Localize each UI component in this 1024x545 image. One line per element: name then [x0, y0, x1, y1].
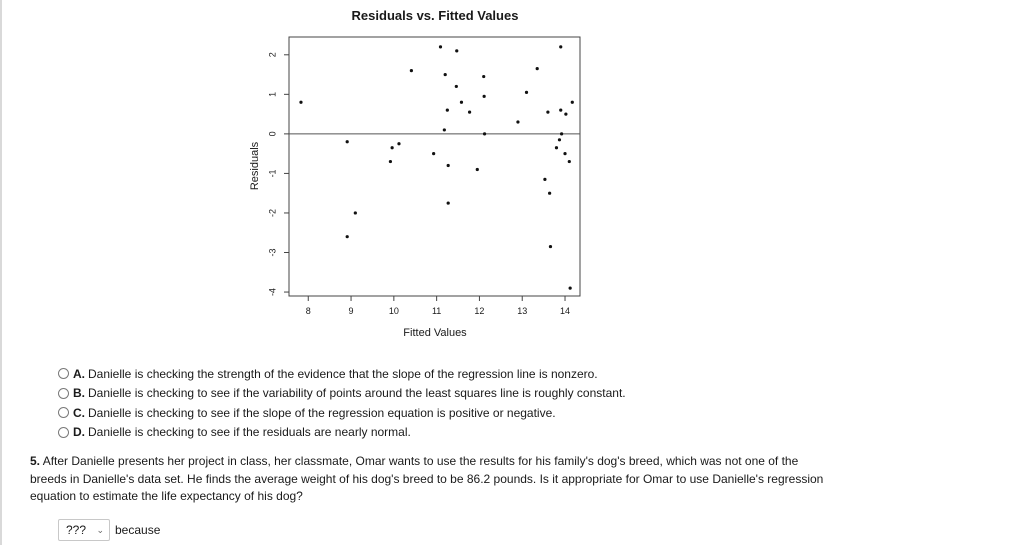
data-point	[443, 128, 446, 131]
x-tick-label: 11	[431, 306, 442, 316]
plot-frame	[289, 37, 580, 296]
option-letter: A.	[73, 366, 85, 381]
data-point	[460, 101, 463, 104]
data-point	[482, 75, 485, 78]
data-point	[354, 211, 357, 214]
option-letter: B.	[73, 386, 85, 401]
radio-button-c[interactable]	[58, 407, 69, 418]
data-point	[346, 140, 349, 143]
y-tick-label: 0	[267, 131, 278, 137]
radio-button-a[interactable]	[58, 368, 69, 379]
question-text: After Danielle presents her project in class, her classmate, Omar wants to use the results for his family's dog's breed, which was not one of the breeds in Danielle's data set. He finds the average weight of his dog's breed to be 86.2 pounds. Is it appropriate for Omar to use Danielle's regression equation to estimate the life expectancy of his dog?	[30, 454, 824, 503]
data-point	[564, 113, 567, 116]
data-point	[555, 146, 558, 149]
data-point	[563, 152, 566, 155]
x-tick-label: 13	[517, 306, 528, 316]
data-point	[346, 235, 349, 238]
data-point	[444, 73, 447, 76]
data-point	[546, 111, 549, 114]
option-c[interactable]	[58, 403, 626, 423]
data-point	[447, 201, 450, 204]
data-point	[549, 245, 552, 248]
data-point	[446, 109, 449, 112]
data-point	[560, 132, 563, 135]
y-axis	[267, 52, 289, 296]
radio-button-d[interactable]	[58, 427, 69, 438]
option-letter: C.	[73, 405, 85, 420]
data-point	[516, 120, 519, 123]
option-a[interactable]	[58, 364, 626, 384]
y-tick-label: -4	[267, 288, 278, 297]
data-point	[410, 69, 413, 72]
because-label: because	[115, 523, 161, 537]
data-point	[397, 142, 400, 145]
option-text: Danielle is checking the strength of the evidence that the slope of the regression line is nonzero.	[88, 366, 598, 381]
data-point	[568, 160, 571, 163]
data-point	[299, 101, 302, 104]
data-point	[558, 138, 561, 141]
answer-dropdown[interactable]	[58, 519, 110, 541]
option-d[interactable]	[58, 423, 626, 443]
residual-plot	[0, 0, 600, 345]
data-point	[483, 132, 486, 135]
radio-button-b[interactable]	[58, 388, 69, 399]
data-point	[525, 91, 528, 94]
data-point	[536, 67, 539, 70]
y-axis-label: Residuals	[249, 141, 261, 191]
data-point	[559, 109, 562, 112]
y-tick-label: 1	[267, 91, 278, 97]
data-point	[559, 45, 562, 48]
data-point	[447, 164, 450, 167]
answer-row	[58, 519, 160, 541]
data-point	[476, 168, 479, 171]
x-axis	[306, 296, 570, 316]
data-point	[455, 85, 458, 88]
chevron-down-icon: ⌄	[96, 524, 104, 535]
x-axis-label: Fitted Values	[403, 327, 467, 339]
data-point	[543, 178, 546, 181]
option-b[interactable]	[58, 384, 626, 404]
y-tick-label: -1	[267, 169, 278, 178]
data-point	[468, 111, 471, 114]
data-point	[455, 49, 458, 52]
x-tick-label: 12	[474, 306, 485, 316]
x-tick-label: 14	[560, 306, 571, 316]
y-tick-label: -2	[267, 208, 278, 217]
data-point	[389, 160, 392, 163]
data-point	[571, 101, 574, 104]
y-tick-label: 2	[267, 52, 278, 58]
data-point	[483, 95, 486, 98]
data-point	[439, 45, 442, 48]
data-point	[391, 146, 394, 149]
option-letter: D.	[73, 425, 85, 440]
option-text: Danielle is checking to see if the slope of the regression equation is positive or negative.	[88, 405, 556, 420]
question-5	[30, 453, 830, 506]
data-point	[548, 192, 551, 195]
x-tick-label: 8	[305, 306, 311, 316]
chart-title: Residuals vs. Fitted Values	[351, 8, 519, 23]
data-point	[432, 152, 435, 155]
data-point	[569, 286, 572, 289]
option-text: Danielle is checking to see if the residuals are nearly normal.	[88, 425, 411, 440]
data-points	[299, 45, 574, 289]
answer-options	[58, 364, 626, 442]
option-text: Danielle is checking to see if the variability of points around the least squares line is roughly constant.	[88, 386, 626, 401]
question-number: 5.	[30, 454, 41, 468]
y-tick-label: -3	[267, 248, 278, 257]
x-tick-label: 9	[348, 306, 354, 316]
x-tick-label: 10	[388, 306, 399, 316]
dropdown-value: ???	[66, 523, 87, 537]
